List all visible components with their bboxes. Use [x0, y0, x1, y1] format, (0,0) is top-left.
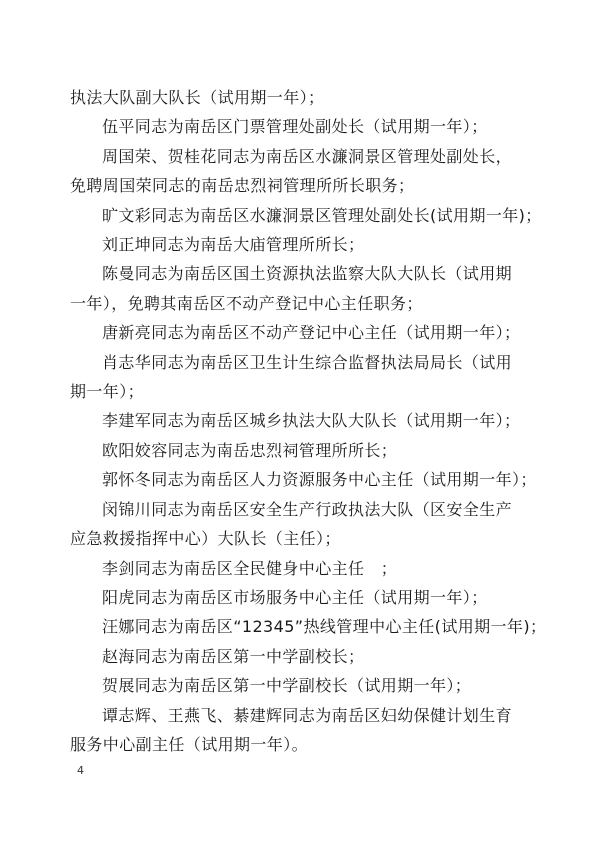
text-line: 应急救援指挥中心）大队长（主任）； — [70, 529, 341, 549]
text-line: 闵锦川同志为南岳区安全生产行政执法大队（区安全生产 — [102, 499, 513, 519]
text-line: 李建军同志为南岳区城乡执法大队大队长（试用期一年）； — [102, 411, 521, 431]
page-number: 4 — [77, 764, 84, 777]
text-line: 期一年）； — [70, 382, 145, 402]
text-line: 欧阳姣容同志为南岳忠烈祠管理所所长； — [102, 440, 398, 460]
text-line: 肖志华同志为南岳区卫生计生综合监督执法局局长（试用 — [102, 352, 513, 372]
text-line: 阳虎同志为南岳区市场服务中心主任（试用期一年）； — [102, 587, 488, 607]
text-line: 免聘周国荣同志的南岳忠烈祠管理所所长职务； — [70, 176, 415, 196]
document-body — [70, 83, 547, 759]
text-line: 服务中心副主任（试用期一年）。 — [70, 734, 309, 754]
text-line: 谭志辉、王燕飞、綦建辉同志为南岳区妇幼保健计划生育 — [102, 705, 513, 725]
text-line: 旷文彩同志为南岳区水濂洞景区管理处副处长(试用期一年)； — [102, 205, 542, 225]
text-line: 周国荣、贺桂花同志为南岳区水濂洞景区管理处副处长， — [102, 146, 513, 166]
text-line: 贺展同志为南岳区第一中学副校长（试用期一年）； — [102, 676, 472, 696]
text-line: 刘正坤同志为南岳大庙管理所所长； — [102, 235, 365, 255]
text-line: 陈曼同志为南岳区国土资源执法监察大队大队长（试用期 — [102, 264, 513, 284]
text-line: 郭怀冬同志为南岳区人力资源服务中心主任（试用期一年）； — [102, 470, 537, 490]
text-line: 赵海同志为南岳区第一中学副校长； — [102, 646, 365, 666]
text-line: 李剑同志为南岳区全民健身中心主任 ； — [102, 558, 398, 578]
text-line: 唐新亮同志为南岳区不动产登记中心主任（试用期一年）； — [102, 323, 521, 343]
text-line: 汪娜同志为南岳区“12345”热线管理中心主任(试用期一年)； — [102, 617, 547, 637]
text-line: 一年），免聘其南岳区不动产登记中心主任职务； — [70, 293, 423, 313]
text-line: 伍平同志为南岳区门票管理处副处长（试用期一年）； — [102, 117, 488, 137]
text-line: 执法大队副大队长（试用期一年）； — [70, 88, 325, 107]
